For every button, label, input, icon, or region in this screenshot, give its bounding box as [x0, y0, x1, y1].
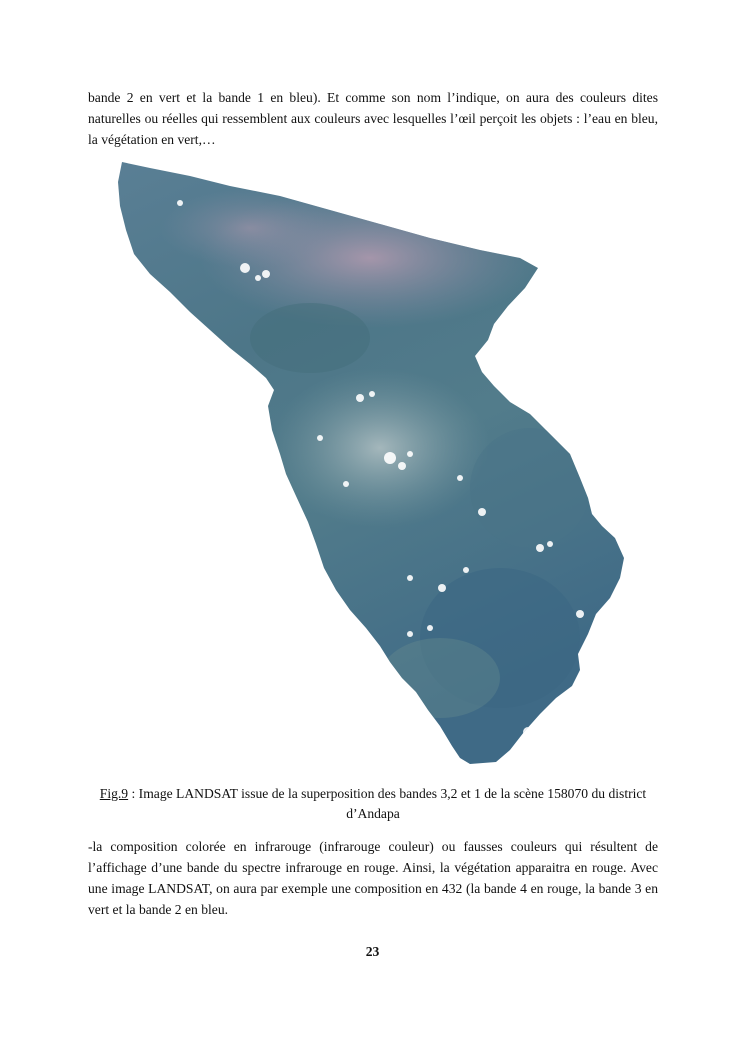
figure-label: Fig.9 — [99, 786, 129, 801]
figure-caption-text: : Image LANDSAT issue de la superposition des bandes 3,2 et 1 de la scène 158070 du district d’Andapa — [128, 786, 647, 821]
page-number: 23 — [365, 944, 380, 959]
body-paragraph-1: bande 2 en vert et la bande 1 en bleu). Et comme son nom l’indique, on aura des couleurs dites naturelles ou réelles qui ressemblent aux couleurs avec lesquelles l’œil perçoit les objets : l’eau en bleu, la végétation en vert,… — [88, 90, 658, 147]
landsat-image — [110, 158, 640, 770]
figure-caption — [88, 784, 658, 824]
body-paragraph-2: -la composition colorée en infrarouge (infrarouge couleur) ou fausses couleurs qui résultent de l’affichage d’une bande du spectre infrarouge en rouge. Ainsi, la végétation apparaitra en rouge. Avec une image LANDSAT, on aura par exemple une composition en 432 (la bande 4 en rouge, la bande 3 en vert et la bande 2 en bleu. — [88, 839, 658, 917]
